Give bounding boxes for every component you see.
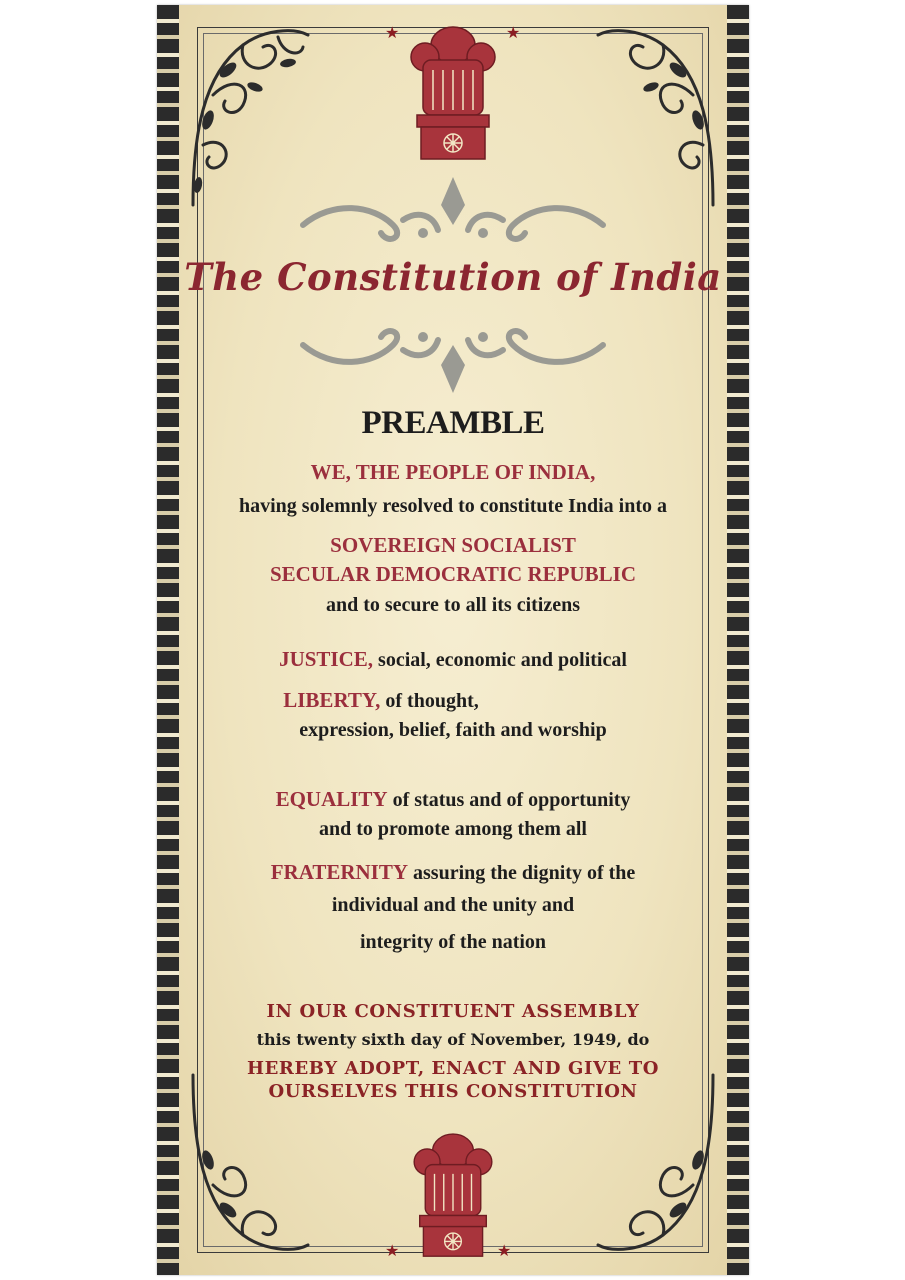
fraternity-word: FRATERNITY [270, 860, 409, 884]
scroll-swirl-ornament-icon [293, 175, 613, 250]
scroll-swirl-ornament-icon [293, 320, 613, 395]
preamble-line-fraternity-2: individual and the unity and [331, 894, 575, 916]
justice-rest: social, economic and political [373, 649, 627, 671]
preamble-line-sovereign: SOVEREIGN SOCIALIST [330, 533, 576, 557]
liberty-rest: of thought, [380, 690, 479, 712]
star-icon: ★ [506, 25, 521, 42]
preamble-line-liberty-2: expression, belief, faith and worship [299, 719, 607, 741]
national-emblem-icon [403, 15, 503, 175]
equality-rest: of status and of opportunity [387, 789, 631, 811]
preamble-poster [157, 5, 749, 1275]
preamble-line-fraternity-3: integrity of the nation [359, 931, 547, 953]
assembly-line-1: IN OUR CONSTITUENT ASSEMBLY [266, 1001, 640, 1022]
star-icon: ★ [497, 1243, 512, 1260]
star-icon: ★ [385, 25, 400, 42]
star-icon: ★ [385, 1243, 400, 1260]
preamble-line-secure: and to secure to all its citizens [325, 594, 581, 616]
justice-word: JUSTICE, [279, 647, 374, 671]
preamble-line-liberty [157, 688, 677, 713]
assembly-line-3: HEREBY ADOPT, ENACT AND GIVE TO [247, 1058, 659, 1079]
preamble-line-resolved: having solemnly resolved to constitute India into a [239, 495, 667, 517]
national-emblem-icon [405, 1123, 501, 1271]
liberty-word: LIBERTY, [283, 688, 381, 712]
preamble-line-justice [157, 647, 749, 672]
preamble-line-we-the-people: WE, THE PEOPLE OF INDIA, [310, 460, 596, 484]
preamble-line-republic: SECULAR DEMOCRATIC REPUBLIC [270, 562, 636, 586]
document-title: The Constitution of India [184, 255, 722, 299]
preamble-line-equality-2: and to promote among them all [319, 818, 587, 840]
fraternity-rest: assuring the dignity of the [408, 862, 636, 884]
preamble-line-equality [157, 787, 749, 812]
equality-word: EQUALITY [275, 787, 388, 811]
preamble-line-fraternity [157, 860, 749, 885]
assembly-line-2: this twenty sixth day of November, 1949, do [256, 1030, 650, 1049]
preamble-heading: PREAMBLE [361, 405, 545, 441]
assembly-line-4: OURSELVES THIS CONSTITUTION [268, 1081, 638, 1102]
